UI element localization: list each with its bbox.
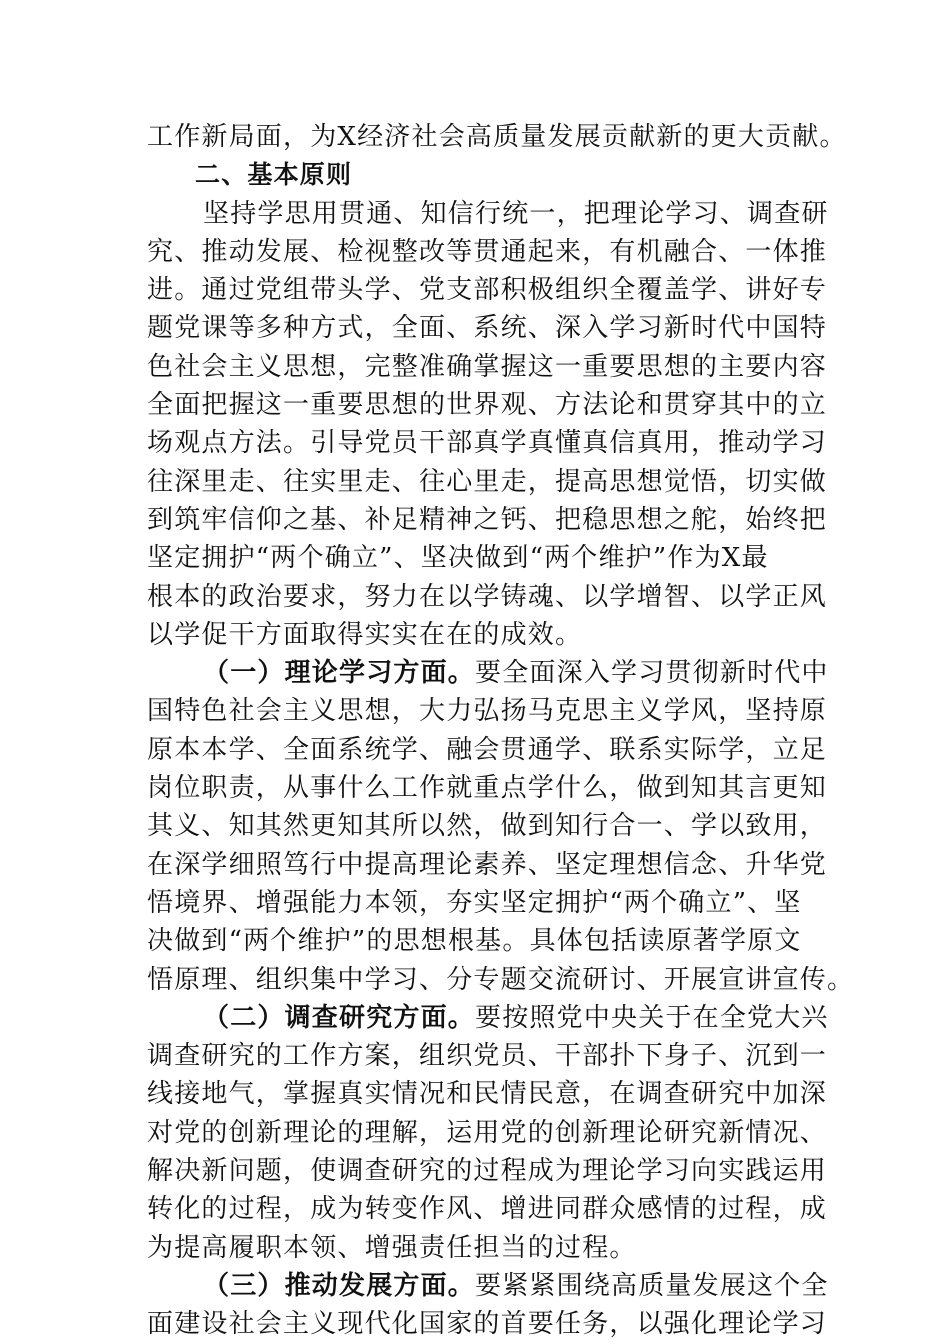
item-first-text: 要紧紧围绕高质量发展这个全: [475, 1270, 829, 1301]
item-first-text: 要全面深入学习贯彻新时代中: [475, 658, 829, 689]
item-line: 决做到“两个维护”的思想根基。具体包括读原著学原文: [147, 926, 802, 957]
item-first-line: [147, 1267, 829, 1305]
paragraph-line: 坚持学思用贯通、知信行统一，把理论学习、调查研: [203, 198, 829, 229]
item-first-text: 要按照党中央关于在全党大兴: [475, 1002, 829, 1033]
paragraph-line: 坚定拥护“两个确立”、坚决做到“两个维护”作为X最: [147, 543, 769, 574]
item-research: [147, 999, 829, 1267]
item-line: 悟境界、增强能力本领，夯实坚定拥护“两个确立”、坚: [147, 887, 802, 918]
item-line: 原本本学、全面系统学、融会贯通学、联系实际学，立足: [147, 734, 828, 765]
document-body: [147, 118, 855, 1344]
paragraph-line: 场观点方法。引导党员干部真学真懂真信真用，推动学习: [147, 428, 828, 459]
paragraph-line: 题党课等多种方式，全面、系统、深入学习新时代中国特: [147, 313, 828, 344]
item-development: [147, 1267, 829, 1344]
item-line: 在深学细照笃行中提高理论素养、坚定理想信念、升华党: [147, 849, 828, 880]
item-theory-study: [147, 654, 855, 999]
intro-line: 工作新局面，为X经济社会高质量发展贡献新的更大贡献。: [147, 122, 847, 152]
item-line: 悟原理、组织集中学习、分专题交流研讨、开展宣讲宣传。: [147, 964, 855, 995]
item-first-line: [147, 654, 829, 692]
item-line: 调查研究的工作方案，组织党员、干部扑下身子、沉到一: [147, 1041, 828, 1072]
paragraph-line: 到筑牢信仰之基、补足精神之钙、把稳思想之舵，始终把: [147, 504, 828, 535]
item-line: 线接地气，掌握真实情况和民情民意，在调查研究中加深: [147, 1079, 828, 1110]
item-line: 岗位职责，从事什么工作就重点学什么，做到知其言更知: [147, 773, 828, 804]
paragraph-line: 全面把握这一重要思想的世界观、方法论和贯穿其中的立: [147, 390, 828, 421]
item-line: 为提高履职本领、增强责任担当的过程。: [147, 1232, 637, 1263]
item-line: 解决新问题，使调查研究的过程成为理论学习向实践运用: [147, 1156, 828, 1187]
item-first-line: [147, 999, 829, 1037]
paragraph-line: 以学促干方面取得实实在在的成效。: [147, 619, 583, 650]
item-title: （二）调查研究方面。: [203, 1002, 476, 1033]
paragraph-line: 究、推动发展、检视整改等贯通起来，有机融合、一体推: [147, 236, 828, 267]
item-line: 对党的创新理论的理解，运用党的创新理论研究新情况、: [147, 1117, 828, 1148]
item-line: 其义、知其然更知其所以然，做到知行合一、学以致用，: [147, 811, 828, 842]
paragraph-line: 根本的政治要求，努力在以学铸魂、以学增智、以学正风: [147, 581, 828, 612]
paragraph-line: 色社会主义思想，完整准确掌握这一重要思想的主要内容: [147, 351, 828, 382]
principles-paragraph: [147, 195, 829, 655]
paragraph-line: 往深里走、往实里走、往心里走，提高思想觉悟，切实做: [147, 466, 828, 497]
section-heading: 二、基本原则: [195, 160, 353, 190]
item-title: （三）推动发展方面。: [203, 1270, 476, 1301]
item-title: （一）理论学习方面。: [203, 658, 476, 689]
paragraph-line: 进。通过党组带头学、党支部积极组织全覆盖学、讲好专: [147, 275, 828, 306]
item-line: 转化的过程，成为转变作风、增进同群众感情的过程，成: [147, 1194, 828, 1225]
item-line: 面建设社会主义现代化国家的首要任务，以强化理论学习: [147, 1309, 828, 1340]
item-line: 国特色社会主义思想，大力弘扬马克思主义学风，坚持原: [147, 696, 828, 727]
